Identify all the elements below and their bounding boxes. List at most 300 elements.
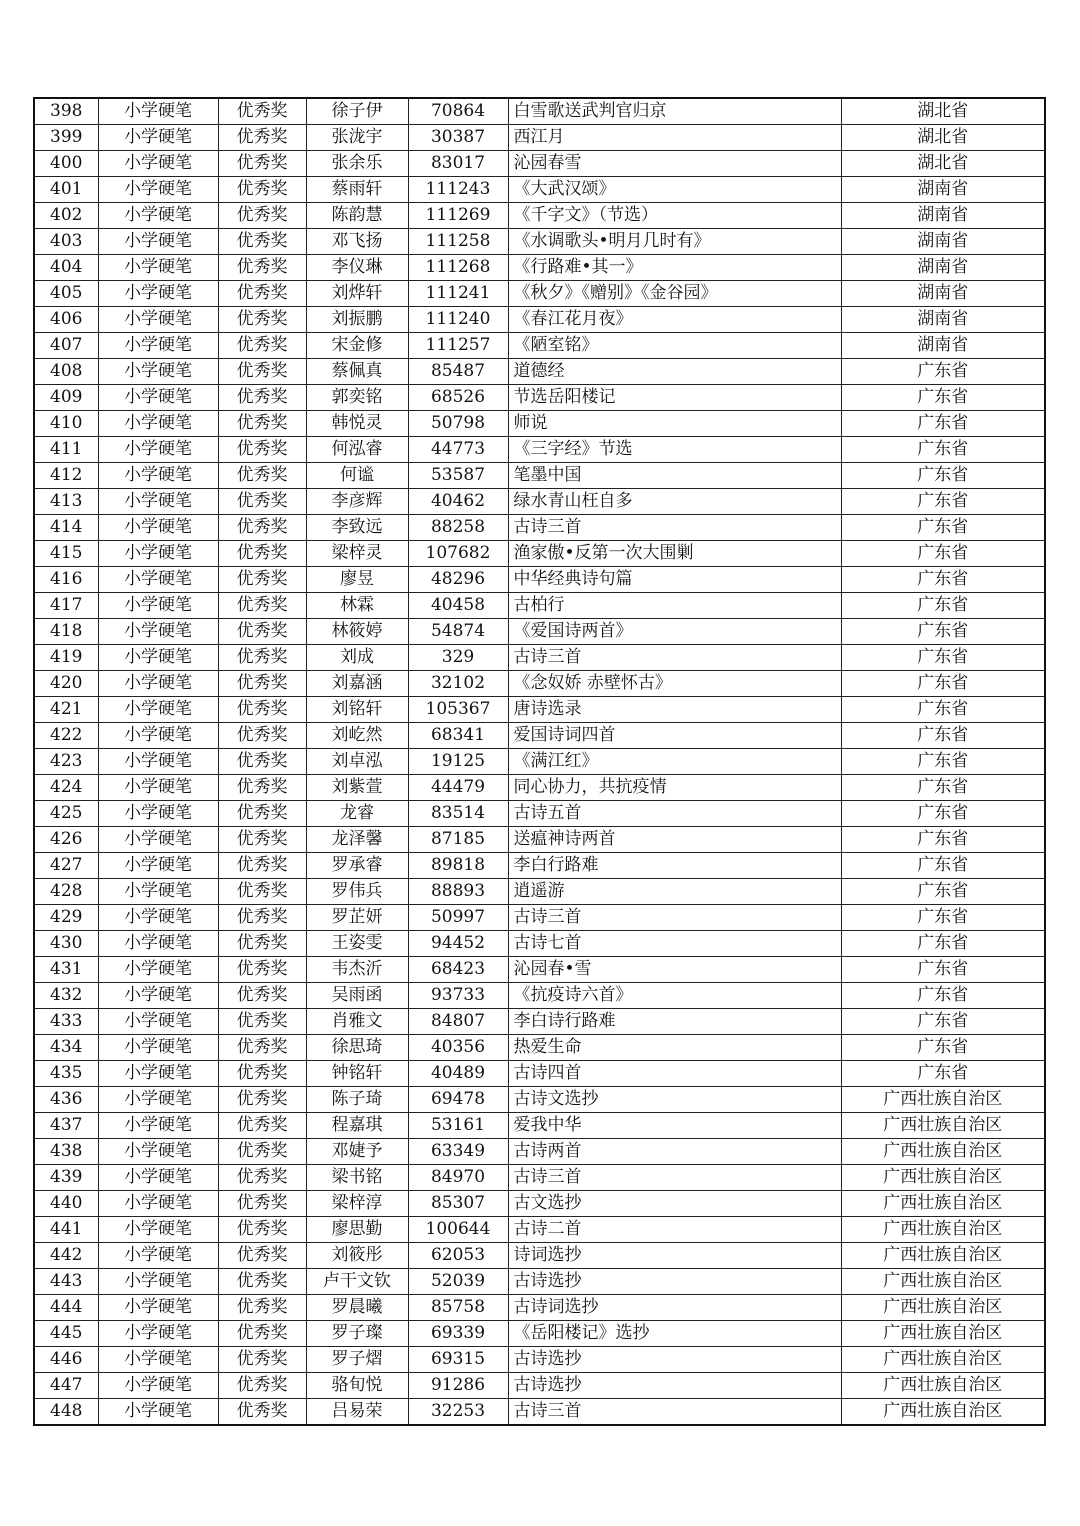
row-number-cell: 419 [34, 645, 98, 671]
award-cell: 优秀奖 [218, 203, 306, 229]
work-title-cell: 古诗二首 [508, 1217, 841, 1243]
table-row [34, 1035, 1045, 1061]
work-title-cell: 古诗选抄 [508, 1347, 841, 1373]
row-number-cell: 406 [34, 307, 98, 333]
row-number-cell: 439 [34, 1165, 98, 1191]
category-cell: 小学硬笔 [98, 879, 218, 905]
province-cell: 湖南省 [841, 255, 1045, 281]
table-row [34, 1217, 1045, 1243]
table-row [34, 1399, 1045, 1426]
work-title-cell: 《行路难•其一》 [508, 255, 841, 281]
table-row [34, 957, 1045, 983]
row-number-cell: 425 [34, 801, 98, 827]
row-number-cell: 410 [34, 411, 98, 437]
award-cell: 优秀奖 [218, 1139, 306, 1165]
entry-id-cell: 40489 [408, 1061, 508, 1087]
row-number-cell: 436 [34, 1087, 98, 1113]
award-cell: 优秀奖 [218, 645, 306, 671]
row-number-cell: 415 [34, 541, 98, 567]
award-cell: 优秀奖 [218, 801, 306, 827]
work-title-cell: 古诗选抄 [508, 1373, 841, 1399]
award-cell: 优秀奖 [218, 983, 306, 1009]
work-title-cell: 《三字经》节选 [508, 437, 841, 463]
category-cell: 小学硬笔 [98, 1139, 218, 1165]
province-cell: 广东省 [841, 827, 1045, 853]
award-cell: 优秀奖 [218, 125, 306, 151]
entry-id-cell: 111240 [408, 307, 508, 333]
category-cell: 小学硬笔 [98, 1009, 218, 1035]
category-cell: 小学硬笔 [98, 489, 218, 515]
province-cell: 广西壮族自治区 [841, 1113, 1045, 1139]
name-cell: 罗伟兵 [306, 879, 408, 905]
award-cell: 优秀奖 [218, 541, 306, 567]
row-number-cell: 399 [34, 125, 98, 151]
work-title-cell: 古诗四首 [508, 1061, 841, 1087]
province-cell: 广东省 [841, 463, 1045, 489]
category-cell: 小学硬笔 [98, 229, 218, 255]
province-cell: 湖南省 [841, 281, 1045, 307]
entry-id-cell: 69339 [408, 1321, 508, 1347]
province-cell: 湖南省 [841, 307, 1045, 333]
award-cell: 优秀奖 [218, 281, 306, 307]
entry-id-cell: 100644 [408, 1217, 508, 1243]
name-cell: 徐思琦 [306, 1035, 408, 1061]
award-cell: 优秀奖 [218, 333, 306, 359]
work-title-cell: 古诗文选抄 [508, 1087, 841, 1113]
province-cell: 湖北省 [841, 98, 1045, 125]
province-cell: 广东省 [841, 1009, 1045, 1035]
award-cell: 优秀奖 [218, 1217, 306, 1243]
row-number-cell: 405 [34, 281, 98, 307]
category-cell: 小学硬笔 [98, 203, 218, 229]
name-cell: 张泷宇 [306, 125, 408, 151]
award-cell: 优秀奖 [218, 957, 306, 983]
work-title-cell: 《秋夕》《赠别》《金谷园》 [508, 281, 841, 307]
work-title-cell: 《水调歌头•明月几时有》 [508, 229, 841, 255]
province-cell: 广西壮族自治区 [841, 1269, 1045, 1295]
table-row [34, 801, 1045, 827]
award-cell: 优秀奖 [218, 593, 306, 619]
name-cell: 梁梓淳 [306, 1191, 408, 1217]
work-title-cell: 节选岳阳楼记 [508, 385, 841, 411]
entry-id-cell: 30387 [408, 125, 508, 151]
province-cell: 广西壮族自治区 [841, 1243, 1045, 1269]
province-cell: 湖北省 [841, 151, 1045, 177]
entry-id-cell: 68423 [408, 957, 508, 983]
work-title-cell: 笔墨中国 [508, 463, 841, 489]
row-number-cell: 427 [34, 853, 98, 879]
category-cell: 小学硬笔 [98, 515, 218, 541]
category-cell: 小学硬笔 [98, 827, 218, 853]
province-cell: 广西壮族自治区 [841, 1165, 1045, 1191]
province-cell: 广东省 [841, 775, 1045, 801]
entry-id-cell: 50798 [408, 411, 508, 437]
entry-id-cell: 83017 [408, 151, 508, 177]
entry-id-cell: 53587 [408, 463, 508, 489]
province-cell: 广东省 [841, 749, 1045, 775]
name-cell: 吕易荣 [306, 1399, 408, 1426]
row-number-cell: 408 [34, 359, 98, 385]
category-cell: 小学硬笔 [98, 1399, 218, 1426]
province-cell: 广东省 [841, 723, 1045, 749]
table-row [34, 1347, 1045, 1373]
category-cell: 小学硬笔 [98, 1243, 218, 1269]
province-cell: 广西壮族自治区 [841, 1373, 1045, 1399]
table-row [34, 1269, 1045, 1295]
table-row [34, 905, 1045, 931]
province-cell: 广东省 [841, 1061, 1045, 1087]
entry-id-cell: 84807 [408, 1009, 508, 1035]
table-row [34, 931, 1045, 957]
name-cell: 卢干文钦 [306, 1269, 408, 1295]
category-cell: 小学硬笔 [98, 98, 218, 125]
row-number-cell: 409 [34, 385, 98, 411]
table-row [34, 307, 1045, 333]
work-title-cell: 道德经 [508, 359, 841, 385]
award-cell: 优秀奖 [218, 1295, 306, 1321]
row-number-cell: 435 [34, 1061, 98, 1087]
row-number-cell: 423 [34, 749, 98, 775]
entry-id-cell: 68526 [408, 385, 508, 411]
entry-id-cell: 107682 [408, 541, 508, 567]
name-cell: 何谧 [306, 463, 408, 489]
work-title-cell: 《爱国诗两首》 [508, 619, 841, 645]
province-cell: 湖北省 [841, 125, 1045, 151]
work-title-cell: 唐诗选录 [508, 697, 841, 723]
entry-id-cell: 40356 [408, 1035, 508, 1061]
category-cell: 小学硬笔 [98, 541, 218, 567]
name-cell: 刘成 [306, 645, 408, 671]
entry-id-cell: 105367 [408, 697, 508, 723]
row-number-cell: 434 [34, 1035, 98, 1061]
category-cell: 小学硬笔 [98, 723, 218, 749]
work-title-cell: 古诗七首 [508, 931, 841, 957]
name-cell: 吴雨函 [306, 983, 408, 1009]
category-cell: 小学硬笔 [98, 1321, 218, 1347]
entry-id-cell: 91286 [408, 1373, 508, 1399]
row-number-cell: 416 [34, 567, 98, 593]
work-title-cell: 《满江红》 [508, 749, 841, 775]
table-row [34, 177, 1045, 203]
table-row [34, 697, 1045, 723]
entry-id-cell: 70864 [408, 98, 508, 125]
entry-id-cell: 68341 [408, 723, 508, 749]
province-cell: 广东省 [841, 437, 1045, 463]
table-row [34, 151, 1045, 177]
work-title-cell: 爱国诗词四首 [508, 723, 841, 749]
entry-id-cell: 84970 [408, 1165, 508, 1191]
category-cell: 小学硬笔 [98, 1165, 218, 1191]
row-number-cell: 413 [34, 489, 98, 515]
province-cell: 广东省 [841, 593, 1045, 619]
entry-id-cell: 44773 [408, 437, 508, 463]
row-number-cell: 433 [34, 1009, 98, 1035]
table-row [34, 281, 1045, 307]
table-row [34, 489, 1045, 515]
work-title-cell: 古诗三首 [508, 905, 841, 931]
entry-id-cell: 63349 [408, 1139, 508, 1165]
category-cell: 小学硬笔 [98, 177, 218, 203]
row-number-cell: 414 [34, 515, 98, 541]
category-cell: 小学硬笔 [98, 1035, 218, 1061]
name-cell: 蔡雨轩 [306, 177, 408, 203]
work-title-cell: 《抗疫诗六首》 [508, 983, 841, 1009]
entry-id-cell: 87185 [408, 827, 508, 853]
award-cell: 优秀奖 [218, 1243, 306, 1269]
name-cell: 罗子璨 [306, 1321, 408, 1347]
name-cell: 陈子琦 [306, 1087, 408, 1113]
award-cell: 优秀奖 [218, 1061, 306, 1087]
award-cell: 优秀奖 [218, 931, 306, 957]
work-title-cell: 古柏行 [508, 593, 841, 619]
entry-id-cell: 111258 [408, 229, 508, 255]
province-cell: 广东省 [841, 515, 1045, 541]
entry-id-cell: 94452 [408, 931, 508, 957]
row-number-cell: 444 [34, 1295, 98, 1321]
row-number-cell: 402 [34, 203, 98, 229]
province-cell: 广东省 [841, 931, 1045, 957]
entry-id-cell: 111268 [408, 255, 508, 281]
category-cell: 小学硬笔 [98, 333, 218, 359]
work-title-cell: 《岳阳楼记》选抄 [508, 1321, 841, 1347]
work-title-cell: 古诗三首 [508, 645, 841, 671]
table-row [34, 749, 1045, 775]
row-number-cell: 443 [34, 1269, 98, 1295]
name-cell: 龙泽馨 [306, 827, 408, 853]
table-row [34, 125, 1045, 151]
award-cell: 优秀奖 [218, 1321, 306, 1347]
entry-id-cell: 85307 [408, 1191, 508, 1217]
row-number-cell: 442 [34, 1243, 98, 1269]
table-row [34, 437, 1045, 463]
category-cell: 小学硬笔 [98, 125, 218, 151]
name-cell: 刘烨轩 [306, 281, 408, 307]
name-cell: 刘嘉涵 [306, 671, 408, 697]
work-title-cell: 《陋室铭》 [508, 333, 841, 359]
table-row [34, 1321, 1045, 1347]
work-title-cell: 沁园春•雪 [508, 957, 841, 983]
province-cell: 广西壮族自治区 [841, 1399, 1045, 1426]
table-row [34, 541, 1045, 567]
table-row [34, 229, 1045, 255]
work-title-cell: 热爱生命 [508, 1035, 841, 1061]
row-number-cell: 431 [34, 957, 98, 983]
award-cell: 优秀奖 [218, 255, 306, 281]
table-row [34, 723, 1045, 749]
table-row [34, 1243, 1045, 1269]
entry-id-cell: 88893 [408, 879, 508, 905]
award-cell: 优秀奖 [218, 775, 306, 801]
award-list-body [34, 98, 1045, 1425]
name-cell: 罗子熠 [306, 1347, 408, 1373]
row-number-cell: 407 [34, 333, 98, 359]
table-row [34, 1165, 1045, 1191]
row-number-cell: 438 [34, 1139, 98, 1165]
name-cell: 王姿雯 [306, 931, 408, 957]
work-title-cell: 《千字文》（节选） [508, 203, 841, 229]
entry-id-cell: 111243 [408, 177, 508, 203]
category-cell: 小学硬笔 [98, 749, 218, 775]
table-row [34, 98, 1045, 125]
entry-id-cell: 85487 [408, 359, 508, 385]
award-list-table [33, 97, 1046, 1426]
province-cell: 湖南省 [841, 177, 1045, 203]
award-cell: 优秀奖 [218, 567, 306, 593]
entry-id-cell: 111269 [408, 203, 508, 229]
table-row [34, 359, 1045, 385]
work-title-cell: 沁园春雪 [508, 151, 841, 177]
award-cell: 优秀奖 [218, 749, 306, 775]
name-cell: 廖思勤 [306, 1217, 408, 1243]
name-cell: 廖昱 [306, 567, 408, 593]
award-cell: 优秀奖 [218, 1113, 306, 1139]
entry-id-cell: 62053 [408, 1243, 508, 1269]
work-title-cell: 诗词选抄 [508, 1243, 841, 1269]
entry-id-cell: 50997 [408, 905, 508, 931]
province-cell: 广东省 [841, 489, 1045, 515]
entry-id-cell: 32102 [408, 671, 508, 697]
name-cell: 何泓睿 [306, 437, 408, 463]
category-cell: 小学硬笔 [98, 1269, 218, 1295]
province-cell: 广东省 [841, 853, 1045, 879]
entry-id-cell: 53161 [408, 1113, 508, 1139]
category-cell: 小学硬笔 [98, 411, 218, 437]
table-row [34, 827, 1045, 853]
table-row [34, 385, 1045, 411]
award-cell: 优秀奖 [218, 359, 306, 385]
entry-id-cell: 54874 [408, 619, 508, 645]
row-number-cell: 417 [34, 593, 98, 619]
award-cell: 优秀奖 [218, 1347, 306, 1373]
category-cell: 小学硬笔 [98, 307, 218, 333]
category-cell: 小学硬笔 [98, 593, 218, 619]
award-cell: 优秀奖 [218, 515, 306, 541]
name-cell: 肖雅文 [306, 1009, 408, 1035]
province-cell: 广东省 [841, 359, 1045, 385]
province-cell: 湖南省 [841, 203, 1045, 229]
award-cell: 优秀奖 [218, 437, 306, 463]
category-cell: 小学硬笔 [98, 359, 218, 385]
name-cell: 徐子伊 [306, 98, 408, 125]
award-cell: 优秀奖 [218, 1269, 306, 1295]
category-cell: 小学硬笔 [98, 645, 218, 671]
row-number-cell: 441 [34, 1217, 98, 1243]
table-row [34, 671, 1045, 697]
work-title-cell: 绿水青山枉自多 [508, 489, 841, 515]
entry-id-cell: 111257 [408, 333, 508, 359]
category-cell: 小学硬笔 [98, 1061, 218, 1087]
province-cell: 广东省 [841, 879, 1045, 905]
award-cell: 优秀奖 [218, 619, 306, 645]
work-title-cell: 古诗两首 [508, 1139, 841, 1165]
row-number-cell: 445 [34, 1321, 98, 1347]
table-row [34, 853, 1045, 879]
work-title-cell: 古诗五首 [508, 801, 841, 827]
table-row [34, 1061, 1045, 1087]
category-cell: 小学硬笔 [98, 463, 218, 489]
award-cell: 优秀奖 [218, 98, 306, 125]
entry-id-cell: 32253 [408, 1399, 508, 1426]
work-title-cell: 同心协力，共抗疫情 [508, 775, 841, 801]
name-cell: 宋金修 [306, 333, 408, 359]
name-cell: 韦杰沂 [306, 957, 408, 983]
province-cell: 广东省 [841, 697, 1045, 723]
province-cell: 广西壮族自治区 [841, 1295, 1045, 1321]
province-cell: 广东省 [841, 619, 1045, 645]
award-cell: 优秀奖 [218, 151, 306, 177]
name-cell: 邓婕予 [306, 1139, 408, 1165]
entry-id-cell: 89818 [408, 853, 508, 879]
row-number-cell: 432 [34, 983, 98, 1009]
row-number-cell: 398 [34, 98, 98, 125]
table-row [34, 1191, 1045, 1217]
province-cell: 广西壮族自治区 [841, 1087, 1045, 1113]
table-row [34, 619, 1045, 645]
award-cell: 优秀奖 [218, 1191, 306, 1217]
category-cell: 小学硬笔 [98, 1113, 218, 1139]
category-cell: 小学硬笔 [98, 1373, 218, 1399]
name-cell: 钟铭轩 [306, 1061, 408, 1087]
award-cell: 优秀奖 [218, 463, 306, 489]
category-cell: 小学硬笔 [98, 1191, 218, 1217]
table-row [34, 1373, 1045, 1399]
award-cell: 优秀奖 [218, 697, 306, 723]
work-title-cell: 古文选抄 [508, 1191, 841, 1217]
table-row [34, 255, 1045, 281]
work-title-cell: 白雪歌送武判官归京 [508, 98, 841, 125]
table-row [34, 333, 1045, 359]
award-cell: 优秀奖 [218, 853, 306, 879]
province-cell: 广东省 [841, 1035, 1045, 1061]
table-row [34, 1113, 1045, 1139]
name-cell: 龙睿 [306, 801, 408, 827]
row-number-cell: 446 [34, 1347, 98, 1373]
work-title-cell: 师说 [508, 411, 841, 437]
row-number-cell: 440 [34, 1191, 98, 1217]
category-cell: 小学硬笔 [98, 385, 218, 411]
name-cell: 李仪琳 [306, 255, 408, 281]
category-cell: 小学硬笔 [98, 697, 218, 723]
row-number-cell: 421 [34, 697, 98, 723]
row-number-cell: 426 [34, 827, 98, 853]
table-row [34, 1087, 1045, 1113]
award-cell: 优秀奖 [218, 1373, 306, 1399]
table-row [34, 411, 1045, 437]
province-cell: 广西壮族自治区 [841, 1191, 1045, 1217]
province-cell: 广东省 [841, 645, 1045, 671]
name-cell: 郭奕铭 [306, 385, 408, 411]
name-cell: 林霖 [306, 593, 408, 619]
category-cell: 小学硬笔 [98, 281, 218, 307]
category-cell: 小学硬笔 [98, 1217, 218, 1243]
province-cell: 广西壮族自治区 [841, 1139, 1045, 1165]
entry-id-cell: 88258 [408, 515, 508, 541]
work-title-cell: 古诗三首 [508, 1165, 841, 1191]
award-cell: 优秀奖 [218, 723, 306, 749]
category-cell: 小学硬笔 [98, 1347, 218, 1373]
category-cell: 小学硬笔 [98, 957, 218, 983]
province-cell: 广东省 [841, 411, 1045, 437]
name-cell: 刘振鹏 [306, 307, 408, 333]
category-cell: 小学硬笔 [98, 1087, 218, 1113]
entry-id-cell: 329 [408, 645, 508, 671]
table-row [34, 593, 1045, 619]
name-cell: 刘铭轩 [306, 697, 408, 723]
award-cell: 优秀奖 [218, 489, 306, 515]
work-title-cell: 送瘟神诗两首 [508, 827, 841, 853]
province-cell: 广东省 [841, 671, 1045, 697]
work-title-cell: 《大武汉颂》 [508, 177, 841, 203]
